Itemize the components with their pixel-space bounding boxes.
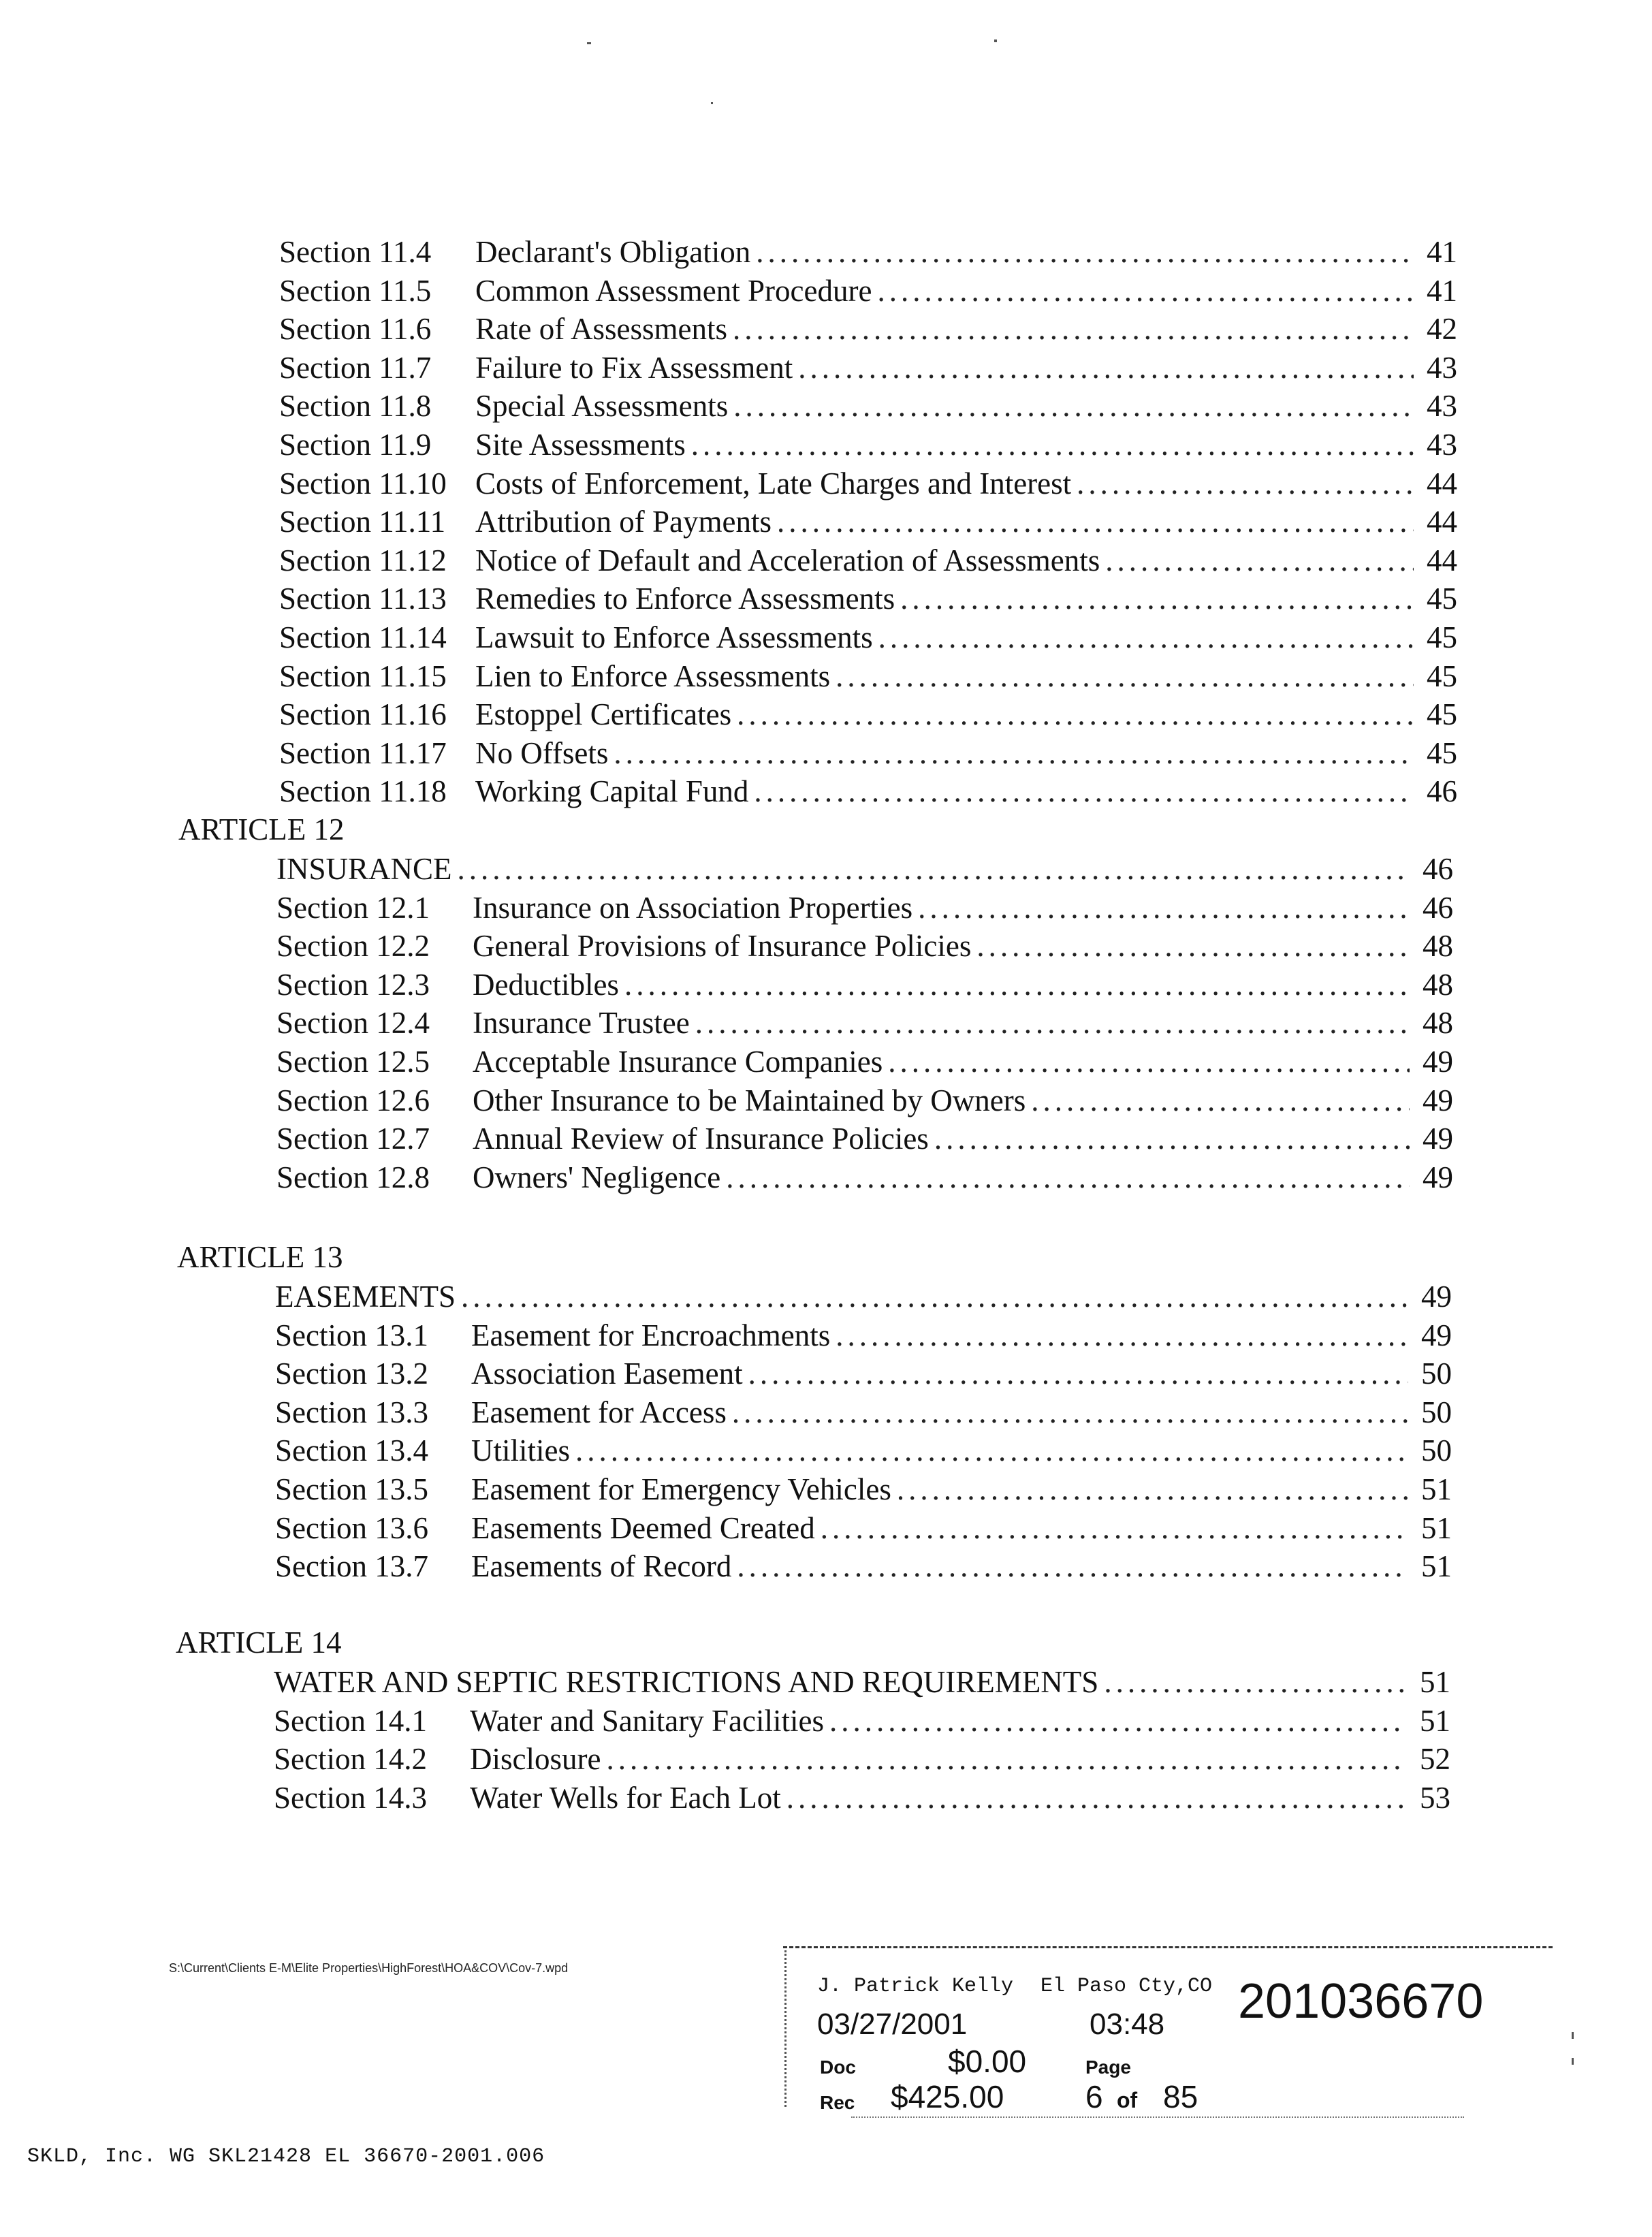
stamp-county: El Paso Cty,CO xyxy=(1041,1975,1213,1998)
toc-section-number: Section 11.13 xyxy=(279,582,447,616)
stamp-doc-label: Doc xyxy=(820,2057,856,2078)
toc-page-number: 48 xyxy=(1423,967,1453,1002)
dot-leader xyxy=(614,734,1414,772)
article-heading: ARTICLE 12 xyxy=(178,812,345,846)
toc-page-number: 44 xyxy=(1427,505,1457,539)
toc-entry xyxy=(276,1004,1453,1042)
dot-leader xyxy=(976,927,1410,965)
toc-entry-title: Site Assessments xyxy=(475,428,686,462)
dot-leader xyxy=(1105,541,1414,580)
toc-entry xyxy=(279,580,1457,618)
dot-leader xyxy=(733,387,1414,425)
dot-leader xyxy=(748,1354,1408,1393)
toc-section-number: Section 12.4 xyxy=(276,1006,430,1041)
toc-section-number: Section 11.4 xyxy=(279,235,432,269)
toc-entry-title: Easement for Access xyxy=(471,1395,727,1429)
dot-leader xyxy=(1104,1663,1407,1701)
stamp-of-label: of xyxy=(1117,2088,1138,2112)
dot-leader xyxy=(695,1004,1410,1042)
toc-section-number: Section 12.7 xyxy=(276,1122,430,1156)
toc-entry-title: No Offsets xyxy=(475,735,609,770)
dot-leader xyxy=(888,1043,1410,1081)
dot-leader xyxy=(691,426,1414,464)
toc-page-number: 50 xyxy=(1421,1395,1452,1429)
toc-entry xyxy=(275,1509,1452,1547)
dot-leader xyxy=(575,1431,1408,1470)
stamp-left-border xyxy=(784,1950,787,2107)
toc-page-number: 43 xyxy=(1427,389,1457,424)
toc-entry-title: Owners' Negligence xyxy=(473,1160,721,1194)
toc-page-number: 53 xyxy=(1420,1780,1450,1815)
dot-leader xyxy=(897,1470,1408,1508)
stamp-doc-fee: $0.00 xyxy=(948,2044,1027,2079)
toc-page-number: 49 xyxy=(1423,1160,1453,1194)
dot-leader xyxy=(461,1278,1408,1316)
toc-section-number: Section 12.1 xyxy=(276,890,430,925)
toc-section-number: Section 12.2 xyxy=(276,929,430,964)
toc-entry-title: Notice of Default and Acceleration of Assessments xyxy=(475,543,1100,577)
stamp-total-pages: 85 xyxy=(1163,2079,1198,2114)
stamp-rec-fee: $425.00 xyxy=(891,2079,1004,2114)
toc-page-number: 49 xyxy=(1423,1083,1453,1117)
dot-leader xyxy=(606,1740,1407,1778)
scan-speck xyxy=(587,42,591,44)
toc-entry xyxy=(275,1470,1452,1508)
toc-page-number: 51 xyxy=(1421,1510,1452,1545)
dot-leader xyxy=(624,966,1410,1004)
stamp-recorder: J. Patrick Kelly xyxy=(817,1975,1014,1998)
toc-section-number: Section 13.4 xyxy=(275,1433,428,1468)
toc-page-number: 45 xyxy=(1427,697,1457,732)
toc-entry-title: Working Capital Fund xyxy=(475,774,749,809)
toc-section-number: Section 12.3 xyxy=(276,967,430,1002)
toc-section-number: Section 11.14 xyxy=(279,620,447,654)
dot-leader xyxy=(836,1316,1408,1354)
dot-leader xyxy=(458,850,1410,888)
toc-entry xyxy=(279,233,1457,271)
toc-section-number: Section 12.8 xyxy=(276,1160,430,1194)
toc-section-number: Section 11.12 xyxy=(279,543,447,577)
toc-entry xyxy=(275,1547,1452,1585)
stamp-time: 03:48 xyxy=(1090,2008,1165,2041)
toc-entry xyxy=(275,1278,1452,1316)
file-path: S:\Current\Clients E-M\Elite Properties\HighForest\HOA&COV\Cov-7.wpd xyxy=(169,1961,569,1975)
toc-entry xyxy=(276,850,1453,888)
dot-leader xyxy=(918,889,1410,927)
toc-entry-title: Special Assessments xyxy=(475,389,729,424)
dot-leader xyxy=(821,1509,1408,1547)
toc-entry-title: Acceptable Insurance Companies xyxy=(473,1045,883,1079)
toc-entry xyxy=(279,772,1457,810)
toc-page-number: 48 xyxy=(1423,929,1453,964)
toc-entry-title: Rate of Assessments xyxy=(475,312,727,347)
toc-page-number: 52 xyxy=(1420,1742,1450,1777)
toc-entry xyxy=(275,1431,1452,1470)
toc-page-number: 49 xyxy=(1423,1122,1453,1156)
toc-page-number: 46 xyxy=(1423,852,1453,886)
toc-entry-title: Water Wells for Each Lot xyxy=(470,1780,781,1815)
stamp-reception-number: 201036670 xyxy=(1238,1974,1484,2029)
toc-entry xyxy=(279,426,1457,464)
toc-section-number: Section 11.15 xyxy=(279,659,447,693)
toc-entry-title: Deductibles xyxy=(473,967,619,1002)
recording-stamp xyxy=(769,1941,1559,2118)
toc-entry xyxy=(276,1120,1453,1158)
toc-entry xyxy=(275,1393,1452,1431)
toc-section-number: Section 14.1 xyxy=(274,1703,427,1738)
toc-entry xyxy=(274,1740,1450,1778)
toc-entry-title: Lawsuit to Enforce Assessments xyxy=(475,620,873,654)
toc-page-number: 45 xyxy=(1427,735,1457,770)
toc-entry-title: Annual Review of Insurance Policies xyxy=(473,1122,929,1156)
toc-entry-title: General Provisions of Insurance Policies xyxy=(473,929,972,964)
toc-entry-title: Remedies to Enforce Assessments xyxy=(475,582,895,616)
dot-leader xyxy=(829,1702,1407,1740)
toc-section-number: Section 11.11 xyxy=(279,505,446,539)
toc-entry-title: Disclosure xyxy=(470,1742,601,1777)
scan-speck xyxy=(711,102,713,104)
toc-page-number: 51 xyxy=(1421,1549,1452,1584)
toc-entry-title: INSURANCE xyxy=(276,852,452,886)
toc-page-number: 43 xyxy=(1427,428,1457,462)
toc-entry-title: Failure to Fix Assessment xyxy=(475,350,793,385)
dot-leader xyxy=(836,657,1414,695)
stamp-bottom-border xyxy=(851,2116,1464,2118)
dot-leader xyxy=(733,310,1414,348)
toc-entry-title: Insurance on Association Properties xyxy=(473,890,913,925)
toc-section-number: Section 11.8 xyxy=(279,389,432,424)
toc-entry xyxy=(274,1702,1450,1740)
toc-page-number: 50 xyxy=(1421,1433,1452,1468)
dot-leader xyxy=(732,1393,1408,1431)
toc-section-number: Section 13.5 xyxy=(275,1472,428,1506)
toc-page-number: 45 xyxy=(1427,620,1457,654)
toc-entry xyxy=(279,695,1457,733)
toc-entry xyxy=(279,734,1457,772)
dot-leader xyxy=(777,503,1414,541)
toc-section-number: Section 11.16 xyxy=(279,697,447,732)
article-heading: ARTICLE 13 xyxy=(177,1240,343,1274)
toc-entry xyxy=(274,1663,1450,1701)
toc-page-number: 51 xyxy=(1420,1665,1450,1699)
toc-section-number: Section 14.3 xyxy=(274,1780,427,1815)
footer-identifier: SKLD, Inc. WG SKL21428 EL 36670-2001.006 xyxy=(27,2145,545,2168)
toc-section-number: Section 11.17 xyxy=(279,735,447,770)
toc-page-number: 48 xyxy=(1423,1006,1453,1041)
toc-entry xyxy=(276,1158,1453,1196)
stamp-page-label: Page xyxy=(1085,2057,1131,2078)
toc-section-number: Section 13.7 xyxy=(275,1549,428,1584)
dot-leader xyxy=(754,772,1414,810)
stamp-rec-label: Rec xyxy=(820,2092,855,2113)
toc-entry-title: Attribution of Payments xyxy=(475,505,772,539)
toc-entry-title: Association Easement xyxy=(471,1357,743,1391)
toc-page-number: 45 xyxy=(1427,582,1457,616)
toc-entry xyxy=(275,1316,1452,1354)
toc-entry-title: Costs of Enforcement, Late Charges and Interest xyxy=(475,466,1072,501)
toc-entry-title: Water and Sanitary Facilities xyxy=(470,1703,824,1738)
toc-entry-title: Other Insurance to be Maintained by Owners xyxy=(473,1083,1026,1117)
dot-leader xyxy=(737,1547,1408,1585)
toc-entry xyxy=(275,1354,1452,1393)
toc-section-number: Section 11.6 xyxy=(279,312,432,347)
toc-entry xyxy=(279,310,1457,348)
dot-leader xyxy=(787,1779,1407,1817)
toc-entry-title: Easement for Encroachments xyxy=(471,1318,831,1352)
scan-speck xyxy=(1572,2032,1574,2039)
scan-speck xyxy=(1572,2058,1574,2065)
dot-leader xyxy=(726,1158,1410,1196)
toc-section-number: Section 11.9 xyxy=(279,428,432,462)
dot-leader xyxy=(756,233,1414,271)
toc-entry-title: WATER AND SEPTIC RESTRICTIONS AND REQUIREMENTS xyxy=(274,1665,1099,1699)
toc-entry-title: Insurance Trustee xyxy=(473,1006,690,1041)
toc-page-number: 50 xyxy=(1421,1357,1452,1391)
dot-leader xyxy=(877,272,1414,310)
toc-entry xyxy=(276,966,1453,1004)
toc-entry xyxy=(279,272,1457,310)
toc-entry xyxy=(274,1779,1450,1817)
stamp-page-number: 6 xyxy=(1085,2079,1103,2114)
toc-section-number: Section 14.2 xyxy=(274,1742,427,1777)
toc-page-number: 41 xyxy=(1427,235,1457,269)
toc-entry xyxy=(279,541,1457,580)
toc-page-number: 49 xyxy=(1421,1318,1452,1352)
toc-entry xyxy=(276,927,1453,965)
toc-page-number: 42 xyxy=(1427,312,1457,347)
toc-section-number: Section 13.6 xyxy=(275,1510,428,1545)
toc-entry-title: EASEMENTS xyxy=(275,1280,456,1314)
dot-leader xyxy=(737,695,1414,733)
toc-entry xyxy=(276,1081,1453,1120)
toc-entry-title: Utilities xyxy=(471,1433,570,1468)
toc-section-number: Section 11.18 xyxy=(279,774,447,809)
dot-leader xyxy=(1077,464,1414,503)
toc-page-number: 51 xyxy=(1421,1472,1452,1506)
toc-entry-title: Lien to Enforce Assessments xyxy=(475,659,831,693)
toc-page-number: 44 xyxy=(1427,543,1457,577)
toc-page-number: 46 xyxy=(1423,890,1453,925)
toc-entry xyxy=(276,1043,1453,1081)
toc-entry xyxy=(279,657,1457,695)
toc-section-number: Section 13.3 xyxy=(275,1395,428,1429)
toc-entry-title: Common Assessment Procedure xyxy=(475,273,872,308)
toc-page-number: 45 xyxy=(1427,659,1457,693)
dot-leader xyxy=(798,349,1414,387)
toc-page-number: 41 xyxy=(1427,273,1457,308)
toc-entry-title: Easement for Emergency Vehicles xyxy=(471,1472,891,1506)
toc-entry xyxy=(279,387,1457,425)
toc-section-number: Section 13.2 xyxy=(275,1357,428,1391)
toc-section-number: Section 12.5 xyxy=(276,1045,430,1079)
toc-section-number: Section 11.10 xyxy=(279,466,447,501)
toc-page-number: 46 xyxy=(1427,774,1457,809)
toc-page-number: 49 xyxy=(1421,1280,1452,1314)
toc-section-number: Section 12.6 xyxy=(276,1083,430,1117)
stamp-date: 03/27/2001 xyxy=(817,2008,968,2041)
dot-leader xyxy=(900,580,1414,618)
toc-entry-title: Easements Deemed Created xyxy=(471,1510,815,1545)
toc-entry-title: Estoppel Certificates xyxy=(475,697,732,732)
toc-entry-title: Declarant's Obligation xyxy=(475,235,751,269)
stamp-top-border xyxy=(783,1946,1553,1948)
toc-page-number: 51 xyxy=(1420,1703,1450,1738)
toc-page-number: 49 xyxy=(1423,1045,1453,1079)
toc-page-number: 44 xyxy=(1427,466,1457,501)
scan-speck xyxy=(994,39,997,42)
dot-leader xyxy=(934,1120,1410,1158)
toc-page-number: 43 xyxy=(1427,350,1457,385)
toc-section-number: Section 11.5 xyxy=(279,273,432,308)
toc-entry xyxy=(279,349,1457,387)
toc-section-number: Section 13.1 xyxy=(275,1318,428,1352)
toc-entry xyxy=(279,503,1457,541)
toc-entry xyxy=(279,464,1457,503)
article-heading: ARTICLE 14 xyxy=(176,1625,342,1660)
dot-leader xyxy=(878,618,1414,656)
toc-entry-title: Easements of Record xyxy=(471,1549,732,1584)
toc-section-number: Section 11.7 xyxy=(279,350,432,385)
toc-entry xyxy=(276,889,1453,927)
dot-leader xyxy=(1031,1081,1410,1120)
toc-entry xyxy=(279,618,1457,656)
